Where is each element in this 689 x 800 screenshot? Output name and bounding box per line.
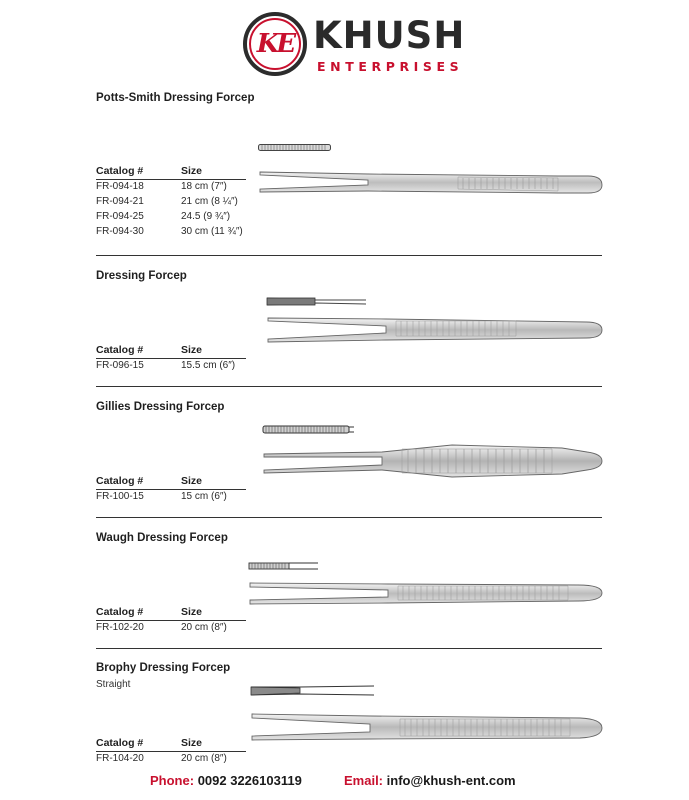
catalog-number: FR-102-20 — [96, 622, 144, 633]
contact-footer — [0, 773, 689, 793]
table-row — [96, 226, 296, 241]
company-logo — [243, 10, 466, 82]
section-divider — [96, 255, 602, 256]
forcep-tip-detail-image — [262, 424, 356, 436]
size-value: 20 cm (8″) — [181, 753, 227, 764]
waugh-forcep-image — [248, 578, 604, 608]
catalog-header: Catalog # — [96, 344, 144, 356]
phone-contact[interactable] — [150, 773, 302, 788]
email-address[interactable]: info@khush-ent.com — [386, 773, 516, 788]
table-row — [96, 360, 296, 375]
size-header: Size — [181, 606, 203, 618]
catalog-number: FR-104-20 — [96, 753, 144, 764]
size-header: Size — [181, 165, 203, 177]
product-title: Waugh Dressing Forcep — [96, 532, 228, 544]
size-value: 18 cm (7″) — [181, 181, 227, 192]
header-rule — [96, 751, 246, 752]
header-rule — [96, 489, 246, 490]
catalog-number: FR-094-21 — [96, 196, 144, 207]
catalog-number: FR-094-30 — [96, 226, 144, 237]
product-title: Potts-Smith Dressing Forcep — [96, 92, 255, 104]
phone-label: Phone: — [150, 773, 195, 788]
header-rule — [96, 620, 246, 621]
logo-emblem — [243, 12, 307, 76]
table-row — [96, 753, 296, 768]
size-header: Size — [181, 737, 203, 749]
table-row — [96, 491, 296, 506]
section-divider — [96, 517, 602, 518]
catalog-number: FR-096-15 — [96, 360, 144, 371]
phone-number[interactable]: 0092 3226103119 — [197, 773, 302, 788]
section-divider — [96, 648, 602, 649]
size-value: 15 cm (6″) — [181, 491, 227, 502]
catalog-number: FR-094-25 — [96, 211, 144, 222]
size-value: 21 cm (8 ¼″) — [181, 196, 238, 207]
size-header: Size — [181, 344, 203, 356]
product-subtitle: Straight — [96, 679, 131, 690]
catalog-number: FR-094-18 — [96, 181, 144, 192]
table-row — [96, 211, 296, 226]
size-value: 15.5 cm (6″) — [181, 360, 236, 371]
logo-tagline: ENTERPRISES — [317, 59, 464, 74]
forcep-tip-detail-image — [250, 684, 376, 698]
logo-initials: KE — [249, 18, 301, 70]
catalog-header: Catalog # — [96, 606, 144, 618]
brophy-forcep-image — [250, 708, 604, 744]
forcep-tip-detail-image — [258, 142, 332, 154]
forcep-tip-detail-image — [248, 560, 320, 572]
section-divider — [96, 386, 602, 387]
gillies-forcep-image — [262, 442, 604, 480]
logo-company-name: KHUSH — [313, 14, 466, 57]
product-title: Dressing Forcep — [96, 270, 187, 282]
email-label: Email: — [344, 773, 384, 788]
forcep-tip-detail-image — [266, 296, 368, 308]
size-value: 24.5 (9 ¾″) — [181, 211, 231, 222]
table-row — [96, 622, 296, 637]
product-title: Brophy Dressing Forcep — [96, 662, 231, 674]
header-rule — [96, 358, 246, 359]
size-value: 30 cm (11 ¾″) — [181, 226, 243, 237]
catalog-header: Catalog # — [96, 165, 144, 177]
potts-smith-forcep-image — [258, 165, 604, 200]
product-title: Gillies Dressing Forcep — [96, 401, 225, 413]
size-value: 20 cm (8″) — [181, 622, 227, 633]
catalog-header: Catalog # — [96, 475, 144, 487]
size-header: Size — [181, 475, 203, 487]
dressing-forcep-image — [266, 316, 604, 344]
catalog-number: FR-100-15 — [96, 491, 144, 502]
header-rule — [96, 179, 246, 180]
catalog-header: Catalog # — [96, 737, 144, 749]
email-contact[interactable] — [344, 773, 516, 788]
